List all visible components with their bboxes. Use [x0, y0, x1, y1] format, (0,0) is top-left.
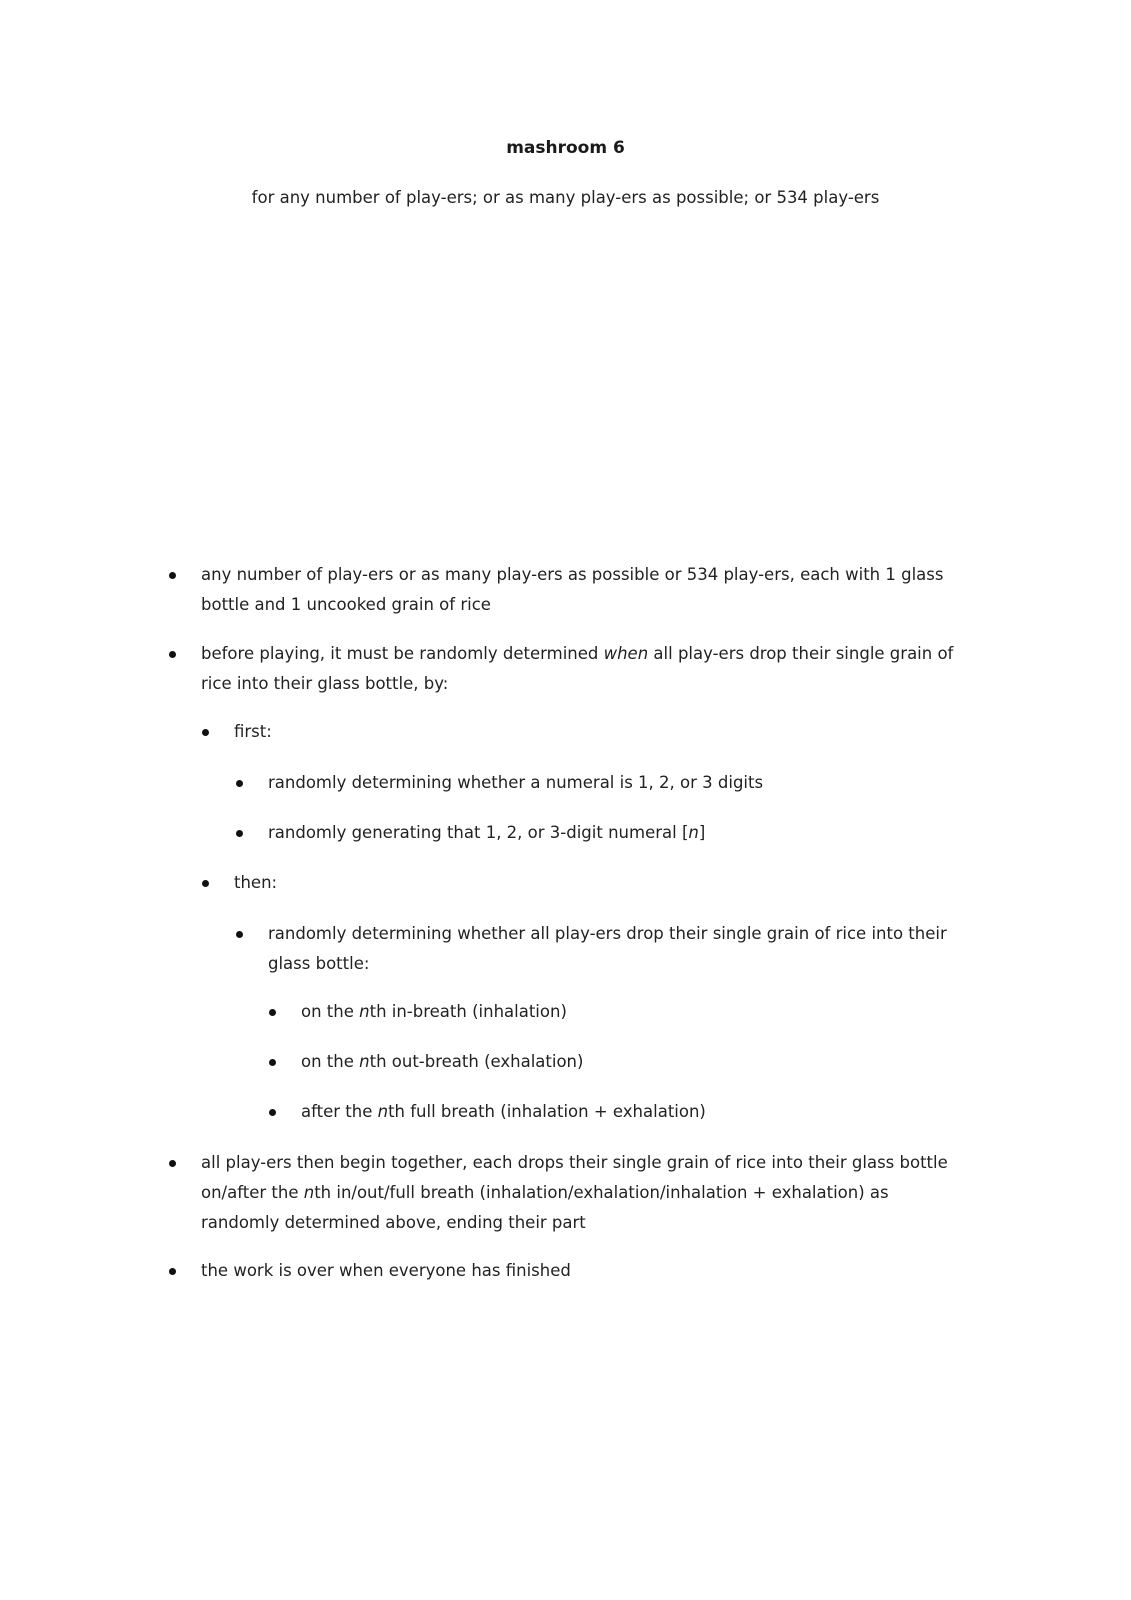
list-item-text — [301, 1047, 951, 1077]
list-item-text — [268, 818, 958, 848]
list-item-text: the work is over when everyone has finished — [201, 1261, 571, 1280]
list-item — [201, 560, 961, 620]
list-item — [201, 1256, 961, 1286]
list-item — [301, 1097, 951, 1127]
text-segment: on the — [301, 1002, 360, 1021]
list-item-text — [201, 1148, 961, 1238]
text-segment: th in-breath (inhalation) — [369, 1002, 567, 1021]
list-item — [301, 1047, 951, 1077]
list-item-text: first: — [234, 722, 272, 741]
text-segment: randomly generating that 1, 2, or 3-digit numeral [ — [268, 823, 689, 842]
emphasis-text: when — [603, 644, 649, 663]
emphasis-text: n — [688, 823, 699, 842]
list-item-text — [301, 1097, 951, 1127]
list-item — [301, 997, 951, 1027]
bullet-icon — [236, 780, 243, 787]
list-item — [201, 639, 961, 699]
list-item — [234, 717, 954, 747]
bullet-icon — [169, 572, 176, 579]
text-segment: th out-breath (exhalation) — [369, 1052, 584, 1071]
list-item-text: randomly determining whether all play-ers drop their single grain of rice into their glass bottle: — [268, 924, 947, 973]
text-segment: all play-ers drop their single grain of rice into their glass bottle, by: — [201, 644, 954, 693]
emphasis-text: n — [359, 1002, 370, 1021]
bullet-icon — [202, 880, 209, 887]
text-segment: th in/out/full breath (inhalation/exhalation/inhalation + exhalation) as randomly determined above, ending their part — [201, 1183, 889, 1232]
list-item-text: then: — [234, 873, 278, 892]
list-item — [268, 919, 958, 979]
bullet-icon — [236, 830, 243, 837]
bullet-icon — [202, 729, 209, 736]
text-segment: before playing, it must be randomly determined — [201, 644, 604, 663]
bullet-icon — [269, 1109, 276, 1116]
text-segment: all play-ers then begin together, each drops their single grain of rice into their glass bottle on/after the — [201, 1153, 948, 1202]
emphasis-text: n — [377, 1102, 389, 1121]
list-item — [201, 1148, 961, 1238]
list-item-text — [301, 997, 951, 1027]
list-item — [268, 768, 958, 798]
bullet-icon — [169, 651, 176, 658]
bullet-icon — [169, 1160, 176, 1167]
document-title: mashroom 6 — [506, 138, 625, 158]
text-segment: on the — [301, 1052, 360, 1071]
emphasis-text: n — [359, 1052, 370, 1071]
list-item — [268, 818, 958, 848]
text-segment: ] — [698, 823, 706, 842]
list-item-text: any number of play-ers or as many play-ers as possible or 534 play-ers, each with 1 glass bottle and 1 uncooked grain of rice — [201, 565, 944, 614]
list-item-text: randomly determining whether a numeral is 1, 2, or 3 digits — [268, 773, 764, 792]
bullet-icon — [169, 1268, 176, 1275]
list-item-text — [201, 639, 961, 699]
emphasis-text: n — [303, 1183, 315, 1202]
text-segment: after the — [301, 1102, 378, 1121]
document-subtitle: for any number of play-ers; or as many play-ers as possible; or 534 play-ers — [251, 188, 880, 207]
bullet-icon — [236, 931, 243, 938]
text-segment: th full breath (inhalation + exhalation) — [388, 1102, 706, 1121]
bullet-icon — [269, 1059, 276, 1066]
bullet-icon — [269, 1009, 276, 1016]
list-item — [234, 868, 954, 898]
